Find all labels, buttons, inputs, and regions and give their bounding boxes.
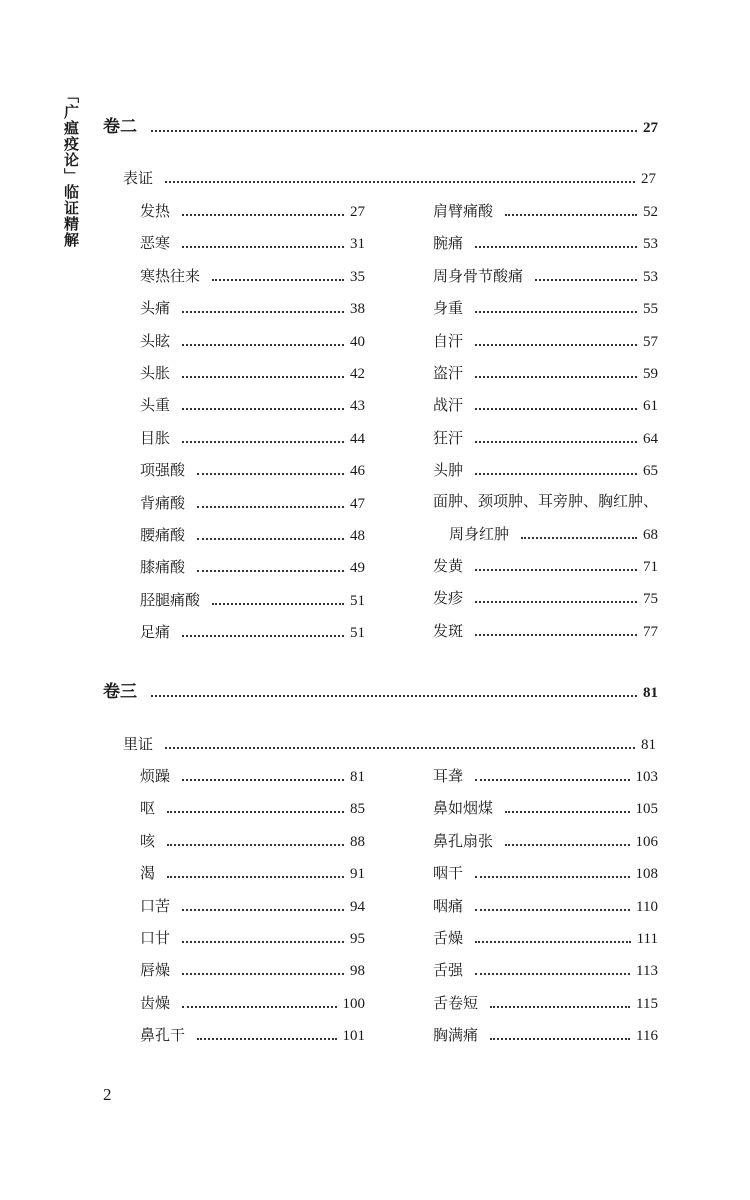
toc-entry[interactable]: [140, 1024, 365, 1046]
leader-dots: [182, 246, 344, 248]
toc-entry[interactable]: [433, 620, 658, 642]
section-page: 81: [641, 737, 656, 753]
toc-entry[interactable]: [140, 200, 365, 222]
leader-dots: [165, 181, 635, 183]
toc-entry-title: 咳: [140, 831, 156, 850]
leader-dots: [475, 876, 629, 878]
toc-entry-page: 47: [350, 495, 365, 512]
leader-dots: [475, 909, 630, 911]
toc-entry[interactable]: [433, 797, 658, 819]
chapter-title: 卷二: [103, 117, 137, 137]
toc-entry[interactable]: [433, 830, 658, 852]
toc-entry[interactable]: [140, 830, 365, 852]
toc-entry-page: 49: [350, 560, 365, 577]
toc-entry-page: 43: [350, 398, 365, 415]
section-title: 里证: [123, 735, 154, 753]
leader-dots: [197, 538, 344, 540]
toc-entry-title: 肩臂痛酸: [433, 202, 494, 220]
toc-entry[interactable]: [140, 621, 365, 643]
toc-entry-page: 52: [643, 204, 658, 220]
toc-entry[interactable]: [433, 927, 658, 949]
toc-entry[interactable]: [433, 1024, 658, 1046]
leader-dots: [505, 844, 629, 846]
toc-entry[interactable]: [140, 765, 365, 787]
toc-entry-title: 发黄: [433, 557, 464, 575]
toc-entry-page: 64: [643, 430, 658, 447]
toc-entry-title: 胸满痛: [433, 1026, 479, 1045]
toc-entry-title: 渴: [140, 864, 156, 883]
toc-entry-page: 71: [643, 559, 658, 575]
leader-dots: [167, 844, 344, 846]
toc-entry[interactable]: [140, 524, 365, 546]
leader-dots: [490, 1006, 630, 1008]
toc-entry-page: 55: [643, 301, 658, 318]
toc-entry-page: 65: [643, 463, 658, 480]
toc-entry-title: 咽痛: [433, 896, 464, 915]
leader-dots: [165, 747, 635, 749]
leader-dots: [167, 811, 344, 813]
running-book-title: 「广瘟疫论」临证精解: [62, 88, 80, 248]
toc-chapter-vol2[interactable]: [103, 116, 658, 138]
toc-entry-title: 膝痛酸: [140, 558, 186, 577]
leader-dots: [182, 909, 344, 911]
leader-dots: [182, 635, 344, 637]
leader-dots: [475, 408, 637, 410]
toc-entry-page: 88: [350, 833, 365, 850]
toc-entry[interactable]: [433, 362, 658, 384]
toc-entry[interactable]: [140, 394, 365, 416]
toc-entry-title: 舌燥: [433, 929, 464, 947]
toc-entry-title: 自汗: [433, 331, 464, 350]
toc-entry-title: 头痛: [140, 299, 171, 318]
toc-entry-title: 狂汗: [433, 428, 464, 447]
leader-dots: [197, 506, 344, 508]
leader-dots: [505, 214, 637, 216]
toc-entry-page: 48: [350, 528, 365, 544]
toc-entry[interactable]: [140, 297, 365, 319]
toc-entry[interactable]: [433, 232, 658, 254]
toc-entry-page: 77: [643, 623, 658, 640]
section-title: 表证: [123, 169, 154, 187]
toc-entry-title: 战汗: [433, 396, 464, 415]
toc-entry-title: 口苦: [140, 896, 171, 915]
leader-dots: [151, 130, 637, 132]
toc-entry[interactable]: [433, 959, 658, 981]
toc-entry-title: 发斑: [433, 621, 464, 640]
toc-entry-page: 94: [350, 898, 365, 915]
leader-dots: [182, 408, 344, 410]
toc-entry-page: 46: [350, 463, 365, 480]
leader-dots: [151, 695, 637, 697]
toc-entry[interactable]: [433, 555, 658, 577]
toc-entry-page: 105: [635, 801, 658, 818]
toc-entry-title: 头肿: [433, 461, 464, 480]
toc-entry-page: 38: [350, 301, 365, 318]
leader-dots: [521, 537, 637, 539]
toc-entry-page: 110: [636, 898, 658, 915]
toc-entry[interactable]: [140, 556, 365, 578]
toc-entry[interactable]: [433, 297, 658, 319]
leader-dots: [475, 441, 637, 443]
toc-entry[interactable]: [433, 427, 658, 449]
toc-entry[interactable]: [433, 330, 658, 352]
toc-entry-title: 项强酸: [140, 461, 186, 480]
toc-entry[interactable]: [433, 200, 658, 222]
toc-entry-page: 111: [636, 931, 658, 947]
toc-entry-title: 头胀: [140, 364, 171, 382]
toc-chapter-vol3[interactable]: [103, 681, 658, 703]
leader-dots: [182, 779, 344, 781]
toc-entry[interactable]: [140, 330, 365, 352]
leader-dots: [475, 973, 630, 975]
toc-entry-title: 周身骨节酸痛: [433, 266, 524, 285]
toc-entry[interactable]: [140, 992, 365, 1014]
toc-entry-page: 75: [643, 591, 658, 608]
toc-entry-title: 恶寒: [140, 234, 171, 253]
toc-entry-multiline-first-line[interactable]: 面肿、颈项肿、耳旁肿、胸红肿、: [433, 492, 659, 510]
toc-entry-title: 口甘: [140, 929, 171, 947]
toc-entry-title: 齿燥: [140, 993, 171, 1012]
page-number: 2: [103, 1085, 112, 1104]
leader-dots: [490, 1038, 630, 1040]
toc-entry-page: 40: [350, 333, 365, 350]
toc-entry-title: 胫腿痛酸: [140, 590, 201, 609]
toc-entry-page: 91: [350, 866, 365, 883]
toc-entry-title: 腕痛: [433, 234, 464, 253]
leader-dots: [475, 473, 637, 475]
toc-entry-title: 鼻如烟煤: [433, 799, 494, 818]
leader-dots: [182, 376, 344, 378]
toc-entry-page: 51: [350, 592, 365, 609]
toc-entry-page: 59: [643, 366, 658, 382]
toc-entry-title: 头重: [140, 396, 171, 415]
toc-entry[interactable]: [433, 394, 658, 416]
toc-entry-title: 盗汗: [433, 364, 464, 382]
leader-dots: [475, 779, 629, 781]
toc-entry[interactable]: [140, 459, 365, 481]
toc-entry-page: 95: [350, 931, 365, 947]
toc-entry[interactable]: [140, 959, 365, 981]
toc-entry-page: 116: [636, 1028, 658, 1045]
leader-dots: [475, 601, 637, 603]
toc-entry-page: 98: [350, 963, 365, 980]
toc-entry-title: 目胀: [140, 428, 171, 447]
toc-entry-page: 42: [350, 366, 365, 382]
toc-entry-title: 足痛: [140, 623, 171, 642]
toc-entry-title: 寒热往来: [140, 266, 201, 285]
chapter-page: 27: [643, 120, 658, 136]
toc-entry[interactable]: [433, 992, 658, 1014]
leader-dots: [182, 1006, 336, 1008]
toc-entry[interactable]: [433, 587, 658, 609]
leader-dots: [475, 569, 637, 571]
toc-entry[interactable]: [140, 862, 365, 884]
toc-entry-page: 44: [350, 430, 365, 447]
toc-entry-page: 103: [635, 769, 658, 785]
leader-dots: [475, 311, 637, 313]
toc-section-lizheng[interactable]: [123, 733, 656, 755]
chapter-title: 卷三: [103, 682, 137, 702]
toc-entry-title: 周身红肿: [449, 525, 510, 543]
toc-entry[interactable]: [433, 895, 658, 917]
toc-entry-page: 100: [342, 995, 365, 1012]
toc-section-biaozheng[interactable]: [123, 167, 656, 189]
leader-dots: [197, 473, 344, 475]
chapter-page: 81: [643, 685, 658, 701]
leader-dots: [475, 634, 637, 636]
toc-entry-page: 106: [635, 833, 658, 850]
toc-entry-title: 唇燥: [140, 961, 171, 980]
toc-entry-page: 27: [350, 204, 365, 220]
toc-entry-page: 68: [643, 527, 658, 543]
toc-entry-page: 108: [635, 866, 658, 883]
toc-entry[interactable]: [140, 927, 365, 949]
toc-entry-title: 咽干: [433, 864, 464, 883]
toc-entry-title: 头眩: [140, 331, 171, 350]
toc-entry-title: 背痛酸: [140, 493, 186, 512]
toc-entry-page: 53: [643, 268, 658, 285]
leader-dots: [475, 941, 631, 943]
leader-dots: [535, 279, 637, 281]
toc-entry[interactable]: [433, 765, 658, 787]
toc-entry-title: 舌卷短: [433, 993, 479, 1012]
toc-entry[interactable]: [140, 362, 365, 384]
leader-dots: [182, 214, 344, 216]
toc-entry-page: 51: [350, 625, 365, 642]
toc-entry[interactable]: [140, 895, 365, 917]
toc-entry-page: 35: [350, 268, 365, 285]
leader-dots: [182, 973, 344, 975]
toc-entry[interactable]: [140, 232, 365, 254]
leader-dots: [182, 441, 344, 443]
toc-entry-page: 113: [636, 963, 658, 980]
toc-entry-page: 57: [643, 333, 658, 350]
leader-dots: [197, 1038, 336, 1040]
toc-entry[interactable]: [433, 862, 658, 884]
toc-entry-page: 53: [643, 236, 658, 253]
toc-entry-title: 发疹: [433, 589, 464, 608]
toc-entry-title: 发热: [140, 202, 171, 220]
leader-dots: [197, 570, 344, 572]
toc-entry-title: 鼻孔扇张: [433, 831, 494, 850]
toc-entry-title: 腰痛酸: [140, 526, 186, 544]
toc-entry-page: 61: [643, 398, 658, 415]
toc-entry[interactable]: [433, 265, 658, 287]
toc-entry-page: 115: [636, 995, 658, 1012]
toc-entry[interactable]: [140, 265, 365, 287]
toc-entry-title: 烦躁: [140, 767, 171, 785]
toc-entry-title: 身重: [433, 299, 464, 318]
toc-entry-title: 鼻孔干: [140, 1026, 186, 1045]
toc-entry[interactable]: [140, 797, 365, 819]
leader-dots: [167, 876, 344, 878]
toc-entry-page: 101: [342, 1028, 365, 1045]
toc-entry-page: 85: [350, 801, 365, 818]
leader-dots: [182, 311, 344, 313]
toc-entry-title: 耳聋: [433, 767, 464, 785]
section-page: 27: [641, 171, 656, 187]
leader-dots: [182, 344, 344, 346]
toc-entry[interactable]: [140, 427, 365, 449]
leader-dots: [182, 941, 344, 943]
leader-dots: [505, 811, 629, 813]
leader-dots: [475, 344, 637, 346]
toc-entry-page: 81: [350, 769, 365, 785]
leader-dots: [475, 376, 637, 378]
toc-entry[interactable]: [433, 459, 658, 481]
toc-entry-multiline-second-line[interactable]: [449, 523, 658, 545]
leader-dots: [212, 279, 344, 281]
toc-entry-page: 31: [350, 236, 365, 253]
toc-entry-title: 舌强: [433, 961, 464, 980]
toc-entry[interactable]: [140, 492, 365, 514]
toc-entry[interactable]: [140, 589, 365, 611]
toc-entry-title: 呕: [140, 799, 156, 818]
leader-dots: [475, 246, 637, 248]
leader-dots: [212, 603, 344, 605]
